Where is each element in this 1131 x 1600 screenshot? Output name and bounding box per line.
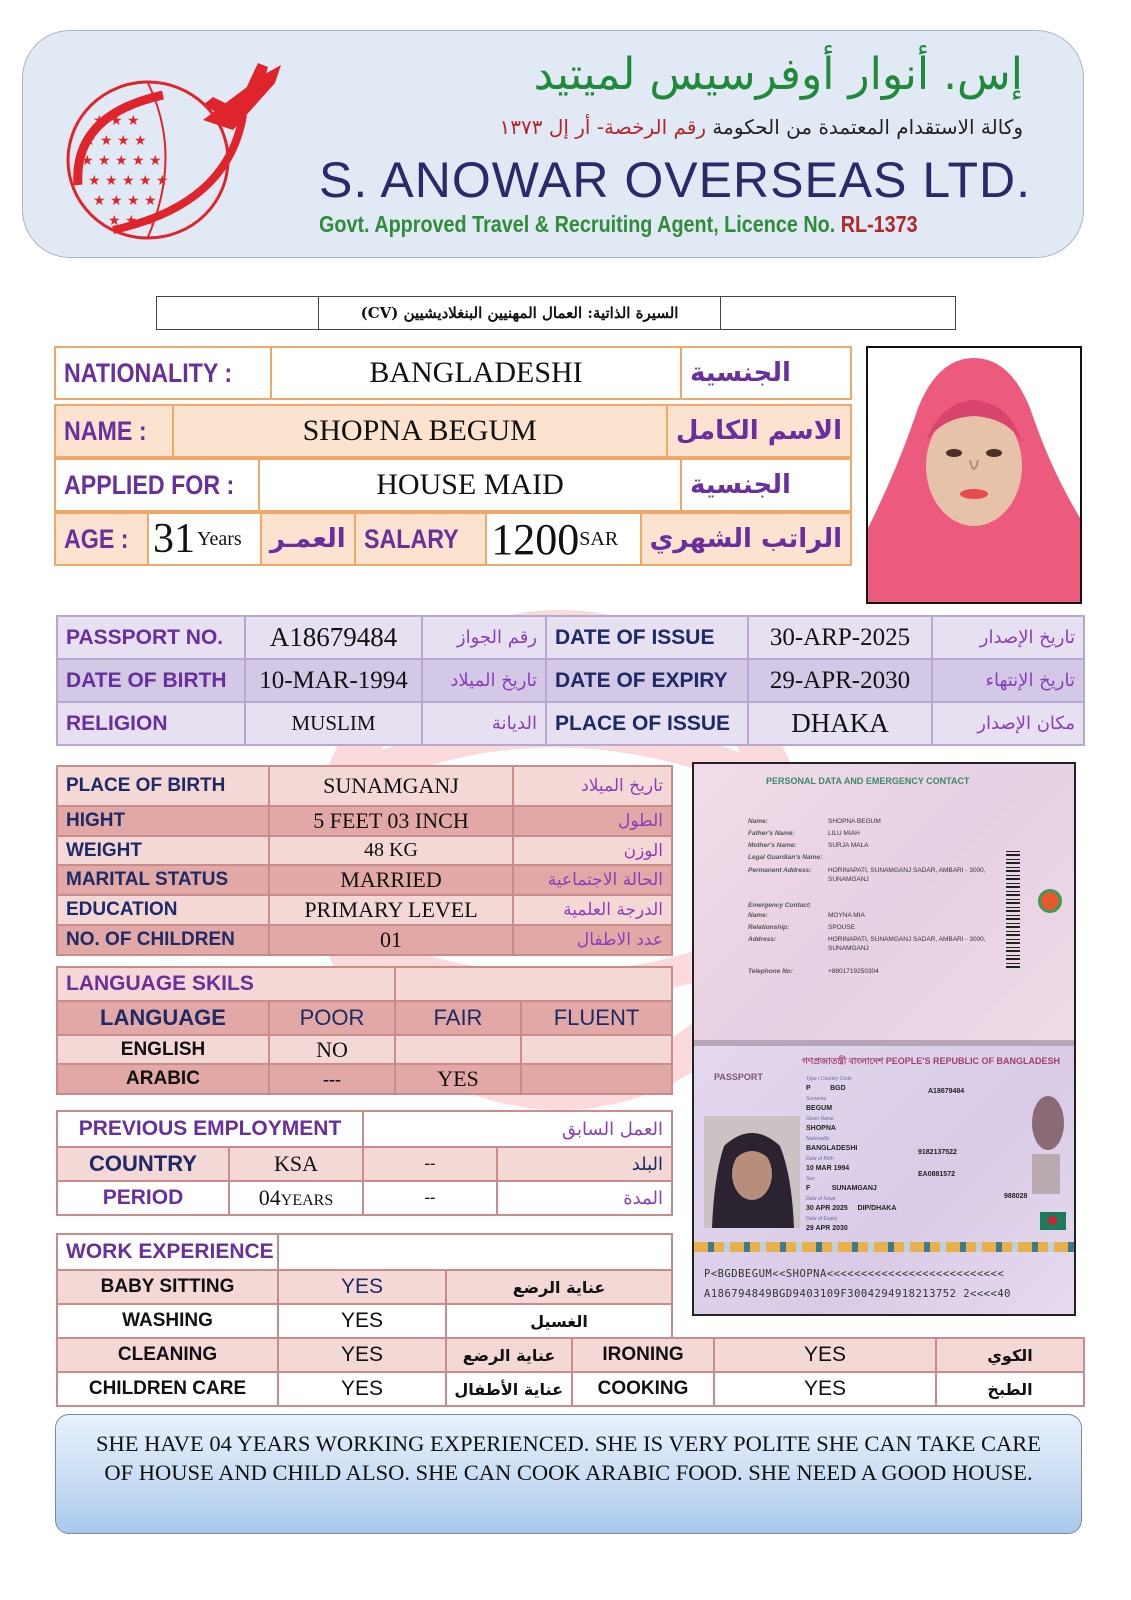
government-seal-icon bbox=[1038, 889, 1062, 913]
work-skill-value: YES bbox=[278, 1304, 446, 1338]
date-of-birth-label: DATE OF BIRTH bbox=[57, 659, 245, 702]
age-value: 31 bbox=[153, 516, 196, 562]
passport-country-header: গণপ্রজাতন্ত্রী বাংলাদেশ PEOPLE'S REPUBLIC OF BANGLADESH bbox=[802, 1056, 1060, 1066]
date-of-expiry-value: 29-APR-2030 bbox=[748, 659, 932, 702]
marital-status-value: MARRIED bbox=[269, 865, 513, 895]
globe-airplane-logo bbox=[53, 45, 303, 245]
passport-scan bbox=[692, 762, 1076, 1316]
place-of-issue-label-ar: مكان الإصدار bbox=[932, 702, 1084, 745]
name-value: SHOPNA BEGUM bbox=[174, 406, 668, 456]
language-skills-table bbox=[56, 966, 673, 1095]
previous-employment-title: PREVIOUS EMPLOYMENT bbox=[57, 1111, 363, 1147]
work-skill-ar: الغسيل bbox=[446, 1304, 672, 1338]
mrz-line-1: P<BGDBEGUM<<SHOPNA<<<<<<<<<<<<<<<<<<<<<<<<<< bbox=[704, 1268, 1005, 1280]
language-fair: YES bbox=[395, 1064, 521, 1094]
language-title-spacer bbox=[395, 967, 672, 1001]
work-skill-value: YES bbox=[278, 1338, 446, 1372]
age-label-ar: العمـر bbox=[262, 514, 356, 564]
personal-row bbox=[57, 865, 672, 895]
licence-number: RL-1373 bbox=[840, 211, 918, 237]
weight-label: WEIGHT bbox=[57, 836, 269, 865]
language-row bbox=[57, 1064, 672, 1094]
country-label: COUNTRY bbox=[57, 1147, 229, 1181]
employment-title-row bbox=[57, 1111, 672, 1147]
scan-field: Address: HORINAPATI, SUNAMGANJ SADAR, AMBARI - 3000, bbox=[748, 936, 986, 943]
nationality-label: NATIONALITY : bbox=[64, 357, 233, 388]
nationality-row bbox=[54, 346, 852, 400]
language-skills-title: LANGUAGE SKILS bbox=[57, 967, 395, 1001]
employment-row bbox=[57, 1181, 672, 1215]
svg-text:★ ★ ★ ★ ★: ★ ★ ★ ★ ★ bbox=[81, 153, 162, 169]
personal-row bbox=[57, 895, 672, 925]
svg-text:★ ★ ★ ★: ★ ★ ★ ★ bbox=[93, 193, 157, 209]
education-value: PRIMARY LEVEL bbox=[269, 895, 513, 925]
tagline-arabic bbox=[500, 115, 1024, 139]
language-fluent bbox=[521, 1035, 672, 1064]
applied-for-value: HOUSE MAID bbox=[260, 460, 682, 510]
age-value-cell bbox=[149, 514, 262, 564]
work-skill-2-ar: الكوي bbox=[936, 1338, 1084, 1372]
passport-no-value: A18679484 bbox=[245, 616, 422, 659]
candidate-photo bbox=[866, 346, 1082, 604]
svg-text:★ ★ ★ ★ ★: ★ ★ ★ ★ ★ bbox=[88, 173, 169, 189]
passport-bio-page bbox=[694, 1046, 1074, 1316]
previous-employment-table bbox=[56, 1110, 673, 1216]
language-name: ARABIC bbox=[57, 1064, 269, 1094]
children-value: 01 bbox=[269, 925, 513, 955]
weight-label-ar: الوزن bbox=[513, 836, 672, 865]
fair-header: FAIR bbox=[395, 1001, 521, 1035]
profile-block bbox=[54, 346, 852, 566]
religion-value: MUSLIM bbox=[245, 702, 422, 745]
salary-value-cell bbox=[487, 514, 641, 564]
place-of-issue-label: PLACE OF ISSUE bbox=[546, 702, 748, 745]
passport-data-page bbox=[694, 764, 1074, 1040]
date-of-birth-value: 10-MAR-1994 bbox=[245, 659, 422, 702]
company-header bbox=[22, 30, 1084, 258]
company-name-arabic: إس. أنوار أوفرسيس لميتيد bbox=[533, 49, 1023, 100]
description-line-1: SHE HAVE 04 YEARS WORKING EXPERIENCED. SHE IS VERY POLITE SHE CAN TAKE CARE bbox=[96, 1431, 1041, 1456]
weight-value: 48 KG bbox=[269, 836, 513, 865]
personal-row bbox=[57, 766, 672, 806]
scan-field: SUNAMGANJ bbox=[828, 876, 869, 883]
passport-country-code: BGD bbox=[830, 1085, 846, 1092]
passport-issue-date: 30 APR 2025 bbox=[806, 1205, 848, 1212]
licence-arabic: رقم الرخصة- أر إل ١٣٧٣ bbox=[499, 115, 707, 139]
work-title-row bbox=[57, 1234, 672, 1270]
language-name: ENGLISH bbox=[57, 1035, 269, 1064]
passport-number: A18679484 bbox=[928, 1088, 965, 1095]
work-skill-2-ar: الطبخ bbox=[936, 1372, 1084, 1406]
scan-field: Emergency Contact: bbox=[748, 902, 812, 909]
work-skill-2: COOKING bbox=[572, 1372, 714, 1406]
passport-no-label-ar: رقم الجواز bbox=[422, 616, 546, 659]
place-of-birth-value: SUNAMGANJ bbox=[269, 766, 513, 806]
education-label: EDUCATION bbox=[57, 895, 269, 925]
mrz-line-2: A186794849BGD9403109F3004294918213752 2<<<<40 bbox=[704, 1288, 1011, 1300]
age-salary-row bbox=[54, 512, 852, 566]
tagline-arabic-text: وكالة الاستقدام المعتمدة من الحكومة bbox=[712, 115, 1023, 139]
passport-row bbox=[57, 616, 1084, 659]
language-poor: --- bbox=[269, 1064, 395, 1094]
place-of-birth-label-ar: تاريخ الميلاد bbox=[513, 766, 672, 806]
passport-portrait-image bbox=[704, 1116, 800, 1228]
barcode-icon bbox=[1006, 848, 1020, 968]
height-label: HIGHT bbox=[57, 806, 269, 836]
date-of-issue-label: DATE OF ISSUE bbox=[546, 616, 748, 659]
date-of-birth-label-ar: تاريخ الميلاد bbox=[422, 659, 546, 702]
work-title-spacer bbox=[278, 1234, 672, 1270]
marital-status-label-ar: الحالة الاجتماعية bbox=[513, 865, 672, 895]
scan-field: Telephone No: +8801719250304 bbox=[748, 968, 879, 975]
candidate-description bbox=[55, 1414, 1082, 1534]
passport-code: 988028 bbox=[1004, 1193, 1028, 1200]
age-label-cell bbox=[56, 514, 149, 564]
passport-place-of-birth: SUNAMGANJ bbox=[831, 1185, 877, 1192]
svg-text:★ ★ ★: ★ ★ ★ bbox=[108, 213, 155, 229]
cv-title-spacer-right bbox=[721, 297, 955, 329]
work-experience-title: WORK EXPERIENCE bbox=[57, 1234, 278, 1270]
country-extra: -- bbox=[363, 1147, 497, 1181]
scan-field: Relationship: SPOUSE bbox=[748, 924, 856, 931]
ghost-portrait-oval bbox=[1032, 1096, 1064, 1150]
work-experience-table bbox=[56, 1233, 673, 1339]
scan-field: Father's Name: LILU MIAH bbox=[748, 830, 860, 837]
work-skill-ar: عناية الرضع bbox=[446, 1338, 572, 1372]
language-poor: NO bbox=[269, 1035, 395, 1064]
applied-for-label-cell bbox=[56, 460, 260, 510]
employment-row bbox=[57, 1147, 672, 1181]
applied-for-label-ar: الجنسية bbox=[690, 470, 791, 500]
country-value: KSA bbox=[229, 1147, 363, 1181]
work-row bbox=[57, 1304, 672, 1338]
date-of-issue-label-ar: تاريخ الإصدار bbox=[932, 616, 1084, 659]
language-header: LANGUAGE bbox=[57, 1001, 269, 1035]
passport-dob: 10 MAR 1994 bbox=[806, 1165, 850, 1172]
language-row bbox=[57, 1035, 672, 1064]
work-skill-ar: عناية الرضع bbox=[446, 1270, 672, 1304]
salary-value: 1200 bbox=[491, 514, 580, 564]
personal-row bbox=[57, 836, 672, 865]
nationality-value: BANGLADESHI bbox=[272, 348, 682, 398]
marital-status-label: MARITAL STATUS bbox=[57, 865, 269, 895]
language-fluent bbox=[521, 1064, 672, 1094]
scan-field: Name: SHOPNA BEGUM bbox=[748, 818, 881, 825]
country-label-ar: البلد bbox=[497, 1147, 672, 1181]
bangladesh-flag-icon bbox=[1040, 1212, 1066, 1230]
name-row bbox=[54, 404, 852, 458]
children-label: NO. OF CHILDREN bbox=[57, 925, 269, 955]
passport-word: PASSPORT bbox=[714, 1072, 763, 1082]
work-skill-2-value: YES bbox=[714, 1338, 936, 1372]
cv-title-bar bbox=[156, 296, 956, 330]
period-value: 04 bbox=[258, 1185, 281, 1210]
cv-title: السيرة الذاتية: العمال المهنيين البنغلاديشيين (CV) bbox=[319, 297, 721, 329]
passport-nationality: BANGLADESHI bbox=[806, 1145, 858, 1152]
passport-extra-numbers bbox=[894, 1142, 1027, 1208]
work-row bbox=[57, 1372, 1084, 1406]
candidate-portrait-image bbox=[868, 348, 1080, 602]
work-skill: CHILDREN CARE bbox=[57, 1372, 278, 1406]
ghost-portrait-mini bbox=[1032, 1154, 1060, 1194]
date-of-expiry-label: DATE OF EXPIRY bbox=[546, 659, 748, 702]
passport-bio-fields: Type / Country Code P BGD Surname BEGUM Given Name SHOPNA Nationality BANGLADESHI Date of Birth 10 MAR 1994 Sex F SUNAMGANJ Date of Issue 30 APR 2025 DIP/DHAKA Date of Expiry 29 APR 2030 bbox=[806, 1076, 897, 1232]
personal-row bbox=[57, 806, 672, 836]
height-label-ar: الطول bbox=[513, 806, 672, 836]
period-label: PERIOD bbox=[57, 1181, 229, 1215]
salary-label-cell bbox=[356, 514, 488, 564]
name-label-ar: الاسم الكامل bbox=[675, 416, 842, 446]
passport-sex: F bbox=[806, 1185, 811, 1192]
tagline-english bbox=[319, 211, 918, 238]
passport-personal-no: 9182137522 bbox=[918, 1149, 957, 1156]
nationality-label-cell bbox=[56, 348, 272, 398]
work-skill-2-value: YES bbox=[714, 1372, 936, 1406]
security-strip bbox=[694, 1242, 1074, 1252]
work-skill-2: IRONING bbox=[572, 1338, 714, 1372]
religion-row bbox=[57, 702, 1084, 745]
personal-row bbox=[57, 925, 672, 955]
date-of-issue-value: 30-ARP-2025 bbox=[748, 616, 932, 659]
work-skill-ar: عناية الأطفال bbox=[446, 1372, 572, 1406]
children-label-ar: عدد الاطفال bbox=[513, 925, 672, 955]
passport-surname: BEGUM bbox=[806, 1105, 833, 1112]
language-header-row bbox=[57, 1001, 672, 1035]
applied-for-row bbox=[54, 458, 852, 512]
passport-info-table bbox=[56, 615, 1085, 746]
tagline-english-text: Govt. Approved Travel & Recruiting Agent, Licence No. bbox=[319, 211, 836, 237]
language-fair bbox=[395, 1035, 521, 1064]
work-skill: BABY SITTING bbox=[57, 1270, 278, 1304]
passport-data-page-title: PERSONAL DATA AND EMERGENCY CONTACT bbox=[766, 776, 970, 786]
cv-title-spacer-left bbox=[157, 297, 319, 329]
work-skill: CLEANING bbox=[57, 1338, 278, 1372]
svg-text:★ ★ ★: ★ ★ ★ bbox=[93, 113, 140, 129]
religion-label-ar: الديانة bbox=[422, 702, 546, 745]
scan-field: Name: MOYNA MIA bbox=[748, 912, 865, 919]
salary-unit: SAR bbox=[579, 527, 619, 550]
personal-details-table bbox=[56, 765, 673, 956]
scan-field: Permanent Address: HORINAPATI, SUNAMGANJ SADAR, AMBARI - 3000, bbox=[748, 867, 986, 874]
place-of-birth-label: PLACE OF BIRTH bbox=[57, 766, 269, 806]
passport-authority: DIP/DHAKA bbox=[857, 1205, 897, 1212]
name-label-cell bbox=[56, 406, 174, 456]
applied-for-label: APPLIED FOR : bbox=[64, 469, 235, 500]
period-unit: YEARS bbox=[280, 1192, 334, 1209]
poor-header: POOR bbox=[269, 1001, 395, 1035]
work-skill-value: YES bbox=[278, 1270, 446, 1304]
passport-no-label: PASSPORT NO. bbox=[57, 616, 245, 659]
passport-type: P bbox=[806, 1085, 811, 1092]
salary-label: SALARY bbox=[363, 523, 459, 554]
age-unit: Years bbox=[197, 527, 242, 550]
period-label-ar: المدة bbox=[497, 1181, 672, 1215]
period-extra: -- bbox=[363, 1181, 497, 1215]
passport-given-name: SHOPNA bbox=[806, 1125, 836, 1132]
scan-field: Mother's Name: SURJA MALA bbox=[748, 842, 869, 849]
birth-row bbox=[57, 659, 1084, 702]
work-skill-value: YES bbox=[278, 1372, 446, 1406]
scan-field: Legal Guardian's Name: bbox=[748, 854, 823, 861]
work-row bbox=[57, 1338, 1084, 1372]
language-title-row bbox=[57, 967, 672, 1001]
passport-expiry-date: 29 APR 2030 bbox=[806, 1225, 848, 1232]
description-line-2: OF HOUSE AND CHILD ALSO. SHE CAN COOK ARABIC FOOD. SHE NEED A GOOD HOUSE. bbox=[104, 1460, 1033, 1485]
work-experience-extended-table bbox=[56, 1337, 1085, 1407]
work-row bbox=[57, 1270, 672, 1304]
passport-photo bbox=[704, 1116, 800, 1228]
previous-employment-title-ar: العمل السابق bbox=[363, 1111, 672, 1147]
education-label-ar: الدرجة العلمية bbox=[513, 895, 672, 925]
company-name-english: S. ANOWAR OVERSEAS LTD. bbox=[319, 152, 1032, 208]
salary-label-ar: الراتب الشهري bbox=[649, 524, 842, 554]
age-label: AGE : bbox=[64, 523, 129, 554]
height-value: 5 FEET 03 INCH bbox=[269, 806, 513, 836]
scan-field: SUNAMGANJ bbox=[828, 945, 869, 952]
svg-text:★ ★ ★ ★: ★ ★ ★ ★ bbox=[83, 133, 147, 149]
fluent-header: FLUENT bbox=[521, 1001, 672, 1035]
name-label: NAME : bbox=[64, 415, 147, 446]
nationality-label-ar: الجنسية bbox=[690, 358, 791, 388]
passport-previous-no: EA0881572 bbox=[918, 1171, 955, 1178]
place-of-issue-value: DHAKA bbox=[748, 702, 932, 745]
date-of-expiry-label-ar: تاريخ الإنتهاء bbox=[932, 659, 1084, 702]
period-value-cell bbox=[229, 1181, 363, 1215]
religion-label: RELIGION bbox=[57, 702, 245, 745]
work-skill: WASHING bbox=[57, 1304, 278, 1338]
